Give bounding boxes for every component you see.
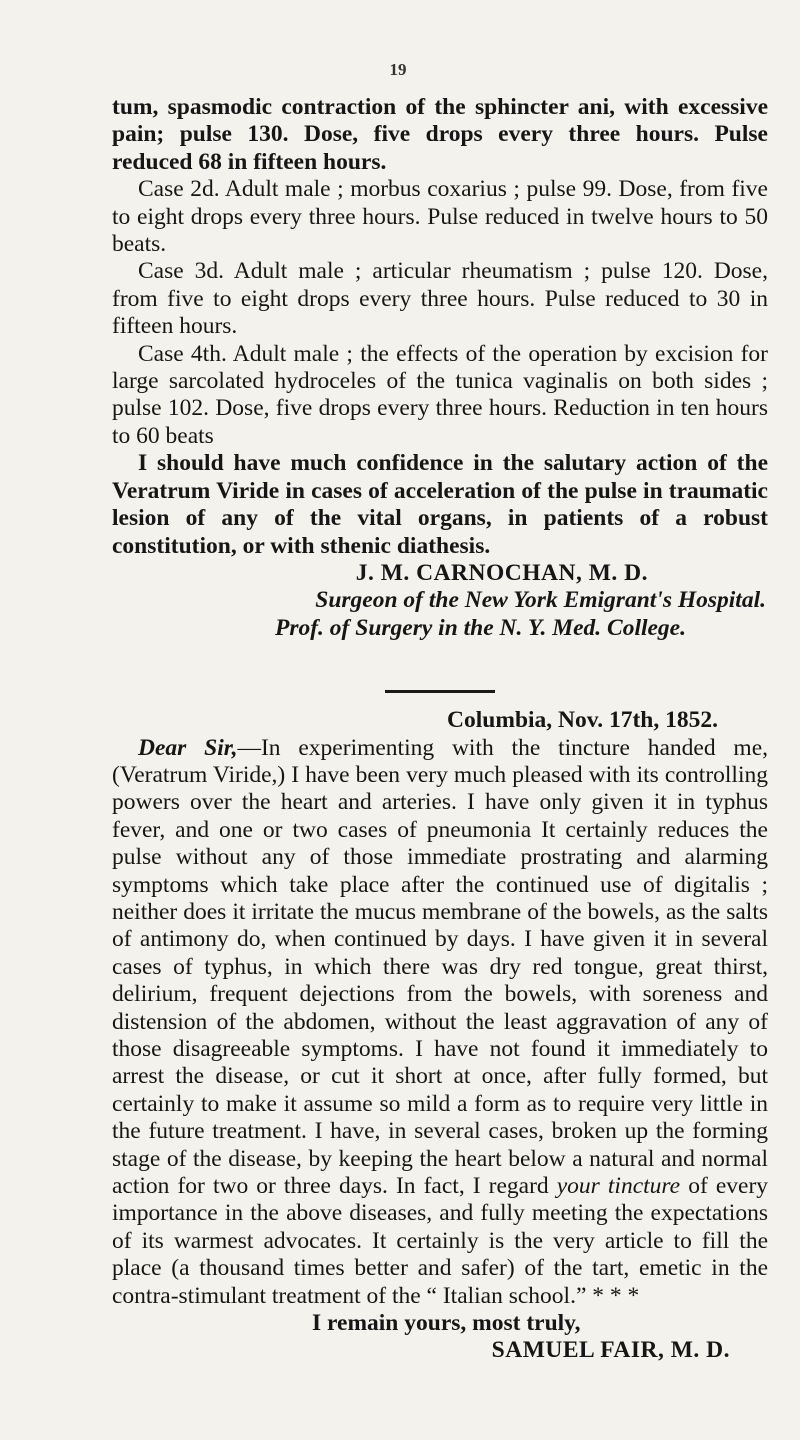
- signature-carnochan: J. M. CARNOCHAN, M. D.: [355, 559, 648, 586]
- signature-fair: SAMUEL FAIR, M. D.: [491, 1337, 730, 1364]
- letter-body-text: —In experimenting with the tincture handed me, (Veratrum Viride,) I have been very much pleased with its controlling powers over the heart and arteries. I have only given it in typhus fever, and one or two cases of pneumonia It certainly reduces the pulse without any of those immediate prostrating and alarming symptoms which take place after the continued use of digitalis ; neither does it irritate the mucus membrane of the bowels, as the salts of antimony do, when continued by days. I have given it in several cases of typhus, in which there was dry red tongue, great thirst, delirium, frequent dejections from the bowels, with soreness and distension of the abdomen, without the least aggravation of any of those disagreeable symptoms. I have not found it immediately to arrest the disease, or cut it short at once, after fully formed, but certainly to make it assume so mild a form as to require very little in the future treatment. I have, in several cases, broken up the forming stage of the disease, by keeping the heart below a natural and normal action for two or three days. In fact, I regard: [112, 734, 768, 1200]
- signature-title-professor: Prof. of Surgery in the N. Y. Med. College.: [274, 614, 686, 641]
- letter-dateline: Columbia, Nov. 17th, 1852.: [447, 707, 718, 734]
- case-1-paragraph: tum, spasmodic contraction of the sphincter ani, with excessive pain; pulse 130. Dose, five drops every three hours. Pulse reduced 68 in fifteen hours.: [112, 94, 768, 175]
- page-number: 19: [389, 60, 407, 79]
- salutation: Dear Sir,: [138, 734, 238, 761]
- signature-title-surgeon: Surgeon of the New York Emigrant's Hospital.: [315, 587, 766, 614]
- closing-line: I remain yours, most truly,: [312, 1310, 581, 1337]
- letter-body-italic: your tincture: [556, 1173, 681, 1200]
- case-2-paragraph: Case 2d. Adult male ; morbus coxarius ; pulse 99. Dose, from five to eight drops every three hours. Pulse reduced in twelve hours to 50 beats.: [112, 176, 768, 258]
- letter-body-end: of every importance in the above diseases, and fully meeting the expectations of its warmest advocates. It certainly is the very article to fill the place (a thousand times better and safer) of the tart, emetic in the contra-stimulant treatment of the “ Italian school.” * * *: [112, 1173, 769, 1309]
- case-4-paragraph: Case 4th. Adult male ; the effects of the operation by excision for large sarcolated hydroceles of the tunica vaginalis on both sides ; pulse 102. Dose, five drops every three hours. Reduction in ten hours to 60 beats: [112, 340, 768, 449]
- page-text: [112, 94, 768, 1365]
- section-divider: [385, 690, 495, 693]
- letter-body: [112, 735, 768, 1311]
- conclusion-paragraph: I should have much confidence in the salutary action of the Veratrum Viride in cases of acceleration of the pulse in traumatic lesion of any of the vital organs, in patients of a robust constitution, or with sthenic diathesis.: [112, 450, 768, 559]
- case-3-paragraph: Case 3d. Adult male ; articular rheumatism ; pulse 120. Dose, from five to eight drops every three hours. Pulse reduced to 30 in fifteen hours.: [112, 258, 768, 340]
